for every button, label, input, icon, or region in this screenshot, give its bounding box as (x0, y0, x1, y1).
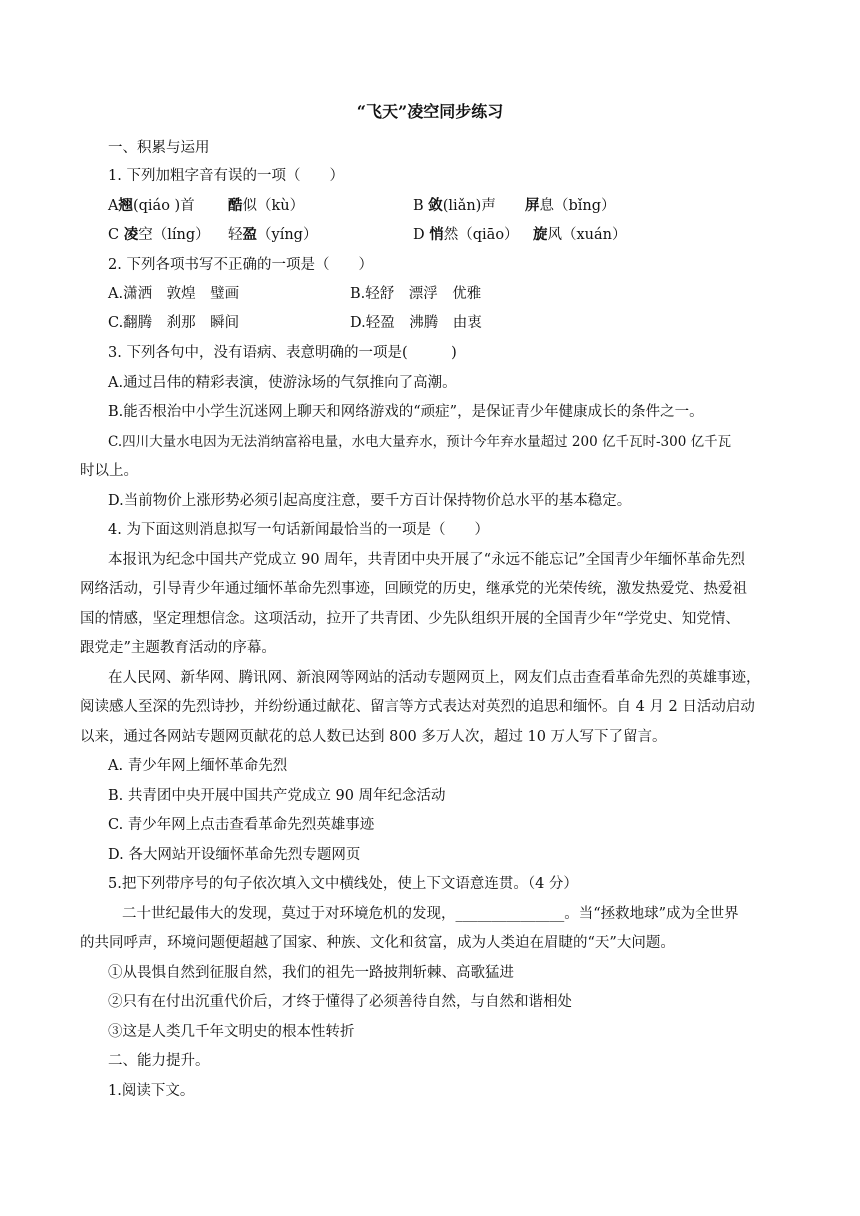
section-heading-1: 一、积累与运用 (108, 140, 210, 156)
q5-sentence-3: ③这是人类几千年文明史的根本性转折 (108, 1024, 355, 1040)
q1-option-b1: B 敛(liǎn)声 (413, 197, 496, 214)
q4-option-b: B. 共青团中央开展中国共产党成立 90 周年纪念活动 (108, 788, 446, 804)
q5-passage-line2: 的共同呼声，环境问题便超越了国家、种族、文化和贫富，成为人类迫在眉睫的“天”大问题。 (80, 935, 675, 951)
q4-option-a: A. 青少年网上缅怀革命先烈 (108, 758, 288, 774)
q2-stem: 2. 下列各项书写不正确的一项是（ ） (108, 257, 373, 273)
q4-passage-p1-line1: 本报讯为纪念中国共产党成立 90 周年，共青团中央开展了“永远不能忘记”全国青少年缅怀革命先烈 (108, 552, 745, 568)
q3-option-a: A.通过吕伟的精彩表演，使游泳场的气氛推向了高潮。 (108, 375, 457, 391)
q4-passage-p1-line4: 跟党走”主题教育活动的序幕。 (80, 640, 276, 656)
q4-passage-p2-line2: 阅读感人至深的先烈诗抄，并纷纷通过献花、留言等方式表达对英烈的追思和缅怀。自 4 月 2 日活动启动 (80, 699, 755, 715)
q3-option-d: D.当前物价上涨形势必须引起高度注意，要千方百计保持物价总水平的基本稳定。 (108, 493, 632, 509)
q3-option-c-line1: C.四川大量水电因为无法消纳富裕电量，水电大量弃水，预计今年弃水量超过 200 亿千瓦时-300 亿千瓦 (108, 434, 732, 450)
q3-option-b: B.能否根治中小学生沉迷网上聊天和网络游戏的“顽症”，是保证青少年健康成长的条件之一。 (108, 404, 704, 420)
q4-passage-p2-line1: 在人民网、新华网、腾讯网、新浪网等网站的活动专题网页上，网友们点击查看革命先烈的英雄事迹， (108, 670, 761, 686)
section-heading-2: 二、能力提升。 (108, 1053, 210, 1069)
q4-option-c: C. 青少年网上点击查看革命先烈英雄事迹 (108, 817, 375, 833)
q2-option-a: A.潇洒 敦煌 璧画 (108, 286, 240, 302)
q1-option-c1: C 凌空（líng） (108, 226, 210, 243)
q4-passage-p1-line3: 国的情感，坚定理想信念。这项活动，拉开了共青团、少先队组织开展的全国青少年“学党史、知党情、 (80, 611, 740, 627)
q4-passage-p1-line2: 网络活动，引导青少年通过缅怀革命先烈事迹，回顾党的历史，继承党的光荣传统，激发热爱党、热爱祖 (80, 581, 747, 597)
q2-option-d: D.轻盈 沸腾 由衷 (350, 315, 482, 331)
q3-option-c-line2: 时以上。 (80, 463, 138, 479)
q5-sentence-2: ②只有在付出沉重代价后，才终于懂得了必须善待自然，与自然和谐相处 (108, 994, 572, 1010)
q1-option-b2: 屏息（bǐng） (525, 197, 616, 214)
q4-stem: 4. 为下面这则消息拟写一句话新闻最恰当的一项是（ ） (108, 522, 489, 538)
q3-stem: 3. 下列各句中，没有语病、表意明确的一项是( ) (108, 345, 457, 361)
q2-option-c: C.翻腾 刹那 瞬间 (108, 315, 240, 331)
q1-option-c2: 轻盈（yíng） (228, 226, 318, 243)
q4-passage-p2-line3: 以来，通过各网站专题网页献花的总人数已达到 800 多万人次，超过 10 万人写下了留言。 (80, 729, 667, 745)
q5-sentence-1: ①从畏惧自然到征服自然，我们的祖先一路披荆斩棘、高歌猛进 (108, 965, 514, 981)
page-title: “飞天”凌空同步练习 (356, 102, 504, 121)
q1-option-d2: 旋风（xuán） (533, 226, 627, 243)
q1-option-a2: 酷似（kù） (228, 197, 305, 214)
q1-option-a1: A翘(qiáo )首 (108, 197, 195, 214)
q2-option-b: B.轻舒 漂浮 优雅 (350, 286, 482, 302)
s2-q1-stem: 1.阅读下文。 (108, 1083, 195, 1099)
q5-passage-line1: 二十世纪最伟大的发现，莫过于对环境危机的发现，_______________。当“拯救地球”成为全世界 (122, 906, 739, 922)
q4-option-d: D. 各大网站开设缅怀革命先烈专题网页 (108, 847, 361, 863)
q1-option-d1: D 悄然（qiāo） (413, 226, 519, 243)
q5-stem: 5.把下列带序号的句子依次填入文中横线处，使上下文语意连贯。（4 分） (108, 876, 578, 892)
q1-stem: 1. 下列加粗字音有误的一项（ ） (108, 168, 344, 184)
